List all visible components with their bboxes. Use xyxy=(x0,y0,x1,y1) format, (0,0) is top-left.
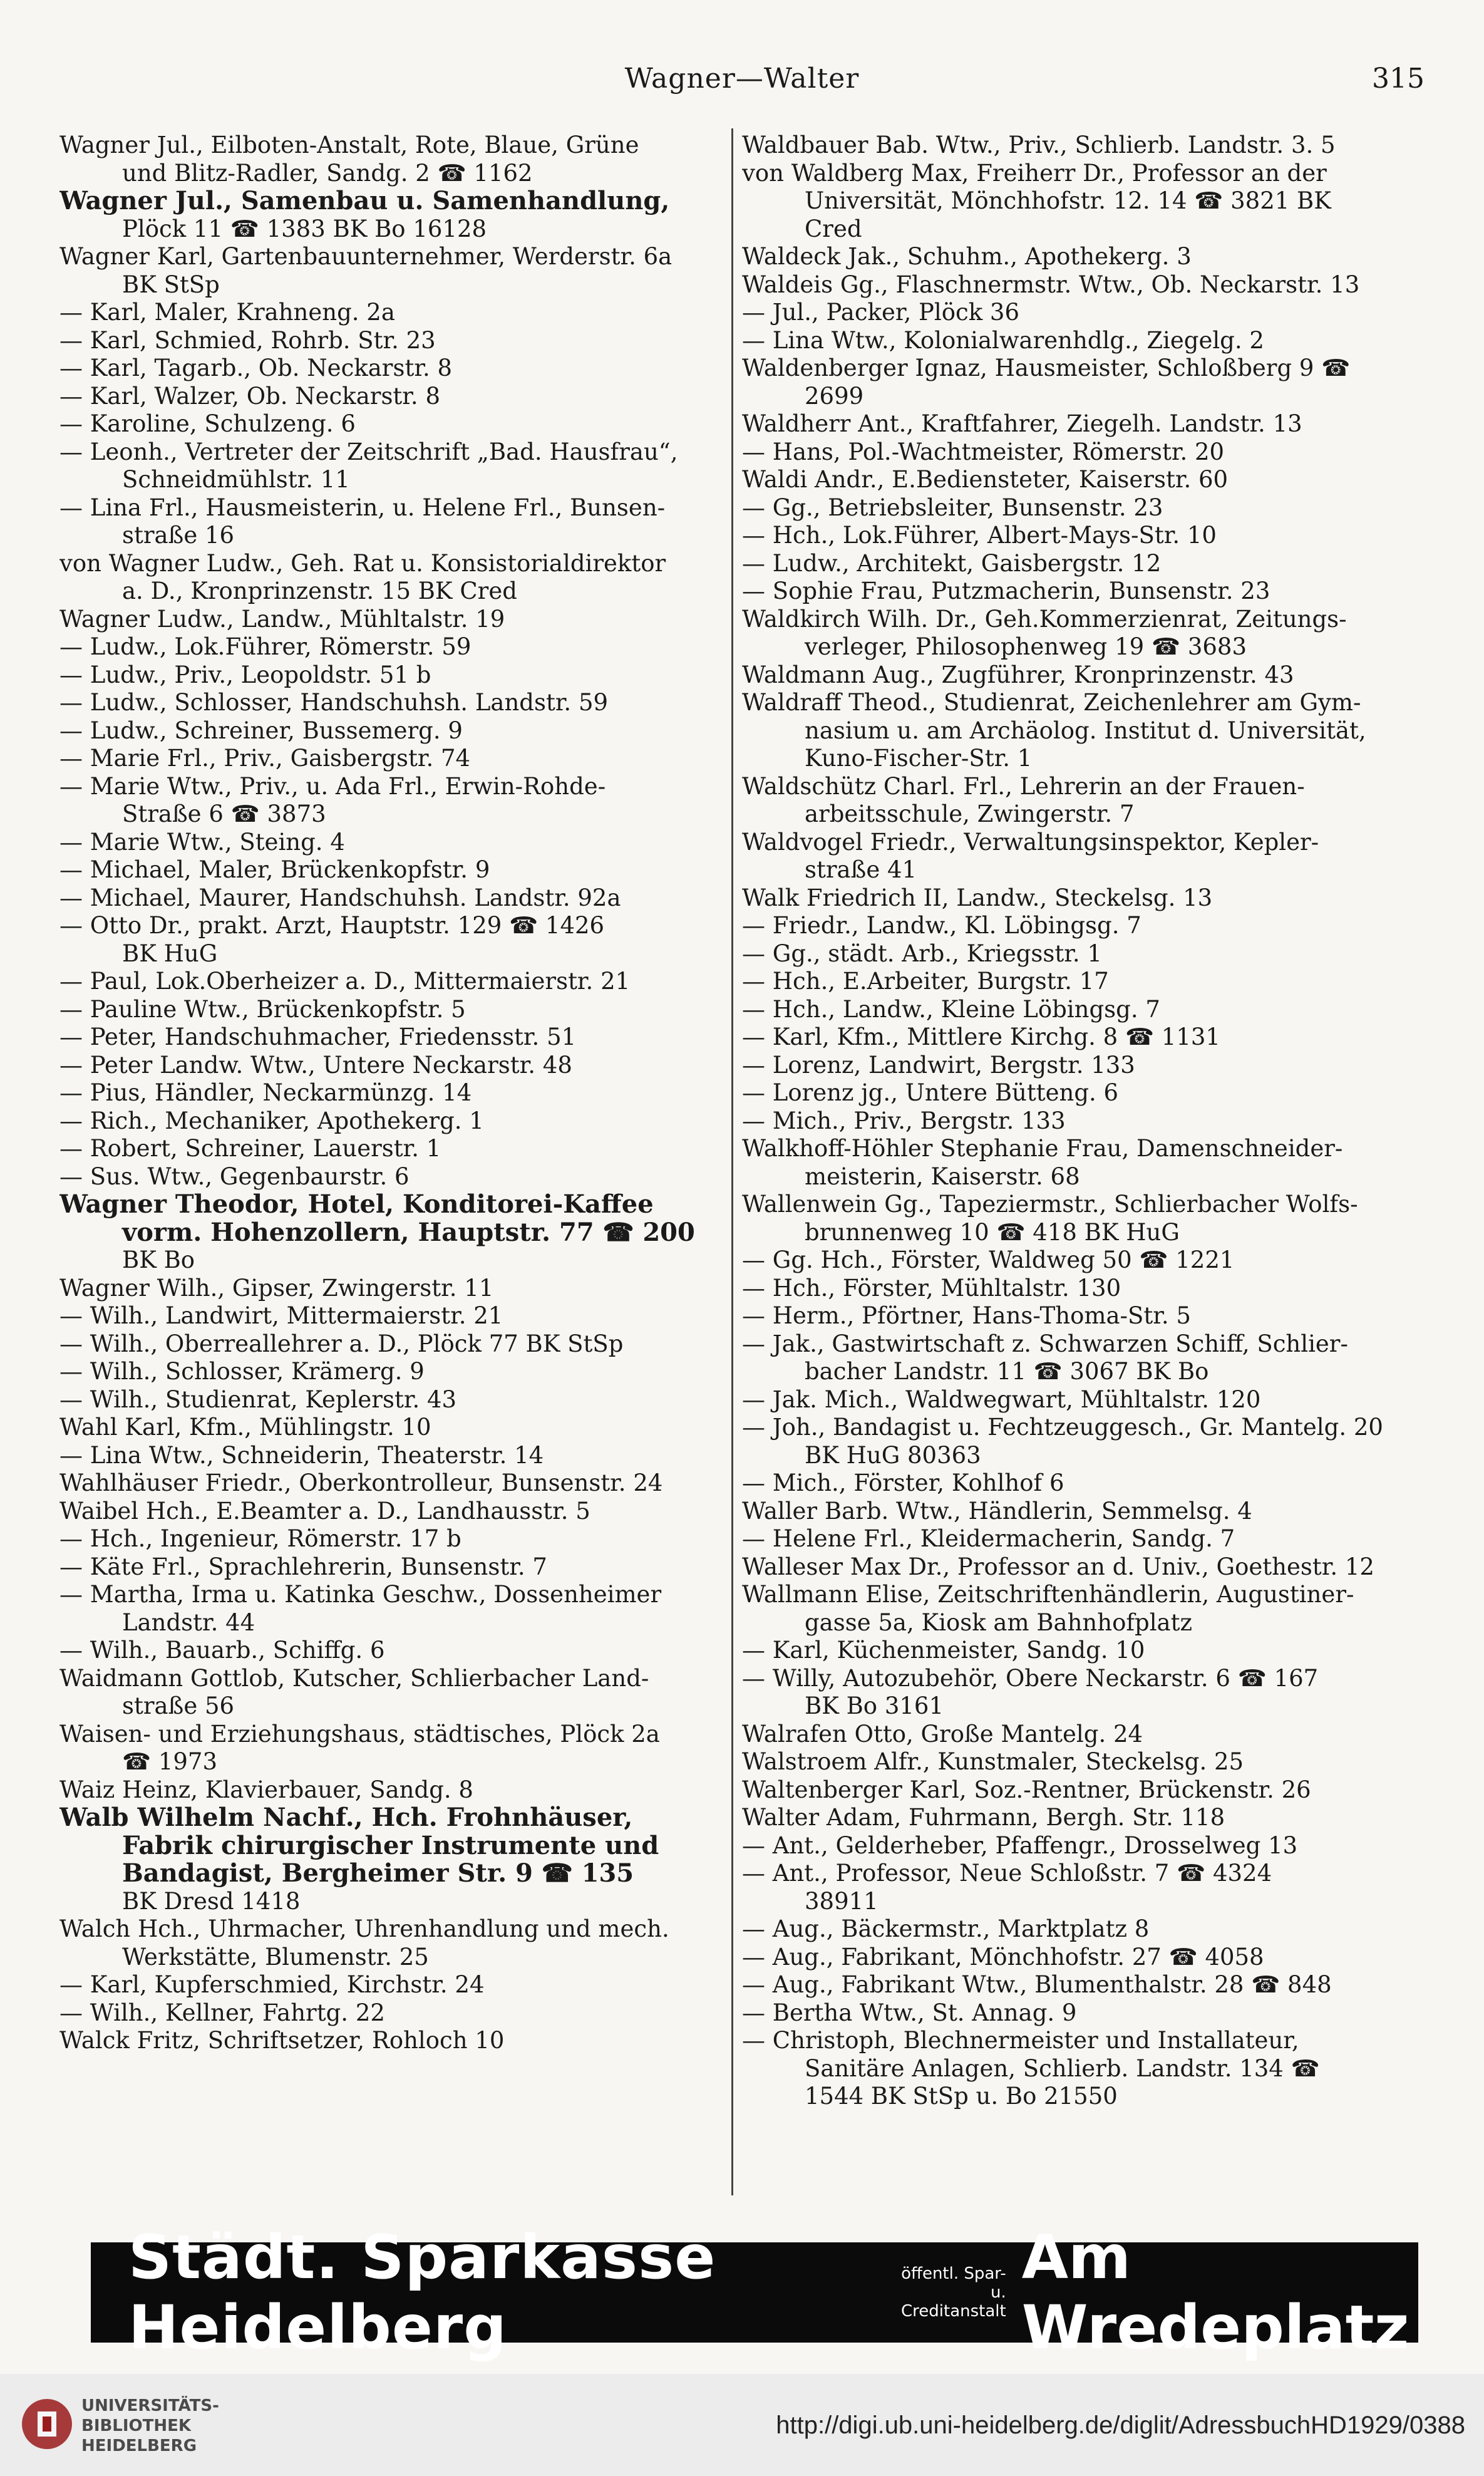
directory-entry-line: — Marie Frl., Priv., Gaisbergstr. 74 xyxy=(59,745,471,772)
directory-entry-line: — Willy, Autozubehör, Obere Neckarstr. 6 ☎ 167 xyxy=(742,1664,1319,1692)
directory-entry-line: Walkhoff-Höhler Stephanie Frau, Damenschneider- xyxy=(742,1135,1343,1162)
directory-entry-line: — Lina Wtw., Kolonialwarenhdlg., Ziegelg. 2 xyxy=(742,326,1264,354)
directory-entry-line: Wahlhäuser Friedr., Oberkontrolleur, Bunsenstr. 24 xyxy=(59,1469,663,1496)
directory-entry-line: — Lina Frl., Hausmeisterin, u. Helene Frl., Bunsen- xyxy=(59,494,666,521)
directory-entry-line: bacher Landstr. 11 ☎ 3067 BK Bo xyxy=(805,1358,1209,1385)
directory-entry-line: Walter Adam, Fuhrmann, Bergh. Str. 118 xyxy=(742,1804,1225,1831)
directory-entry-line: — Karl, Maler, Krahneng. 2a xyxy=(59,299,395,326)
directory-entry-line: Werkstätte, Blumenstr. 25 xyxy=(122,1943,429,1971)
directory-entry-line: — Pauline Wtw., Brückenkopfstr. 5 xyxy=(59,995,466,1023)
directory-entry-line: — Robert, Schreiner, Lauerstr. 1 xyxy=(59,1135,441,1162)
directory-entry-line: BK HuG 80363 xyxy=(805,1441,981,1469)
directory-entry-line: Waldeis Gg., Flaschnermstr. Wtw., Ob. Neckarstr. 13 xyxy=(742,271,1360,298)
directory-entry-line: und Blitz-Radler, Sandg. 2 ☎ 1162 xyxy=(122,159,533,187)
directory-entry-line: Straße 6 ☎ 3873 xyxy=(122,800,326,827)
directory-entry-line: Waldraff Theod., Studienrat, Zeichenlehrer am Gym- xyxy=(742,689,1361,716)
directory-entry-line: — Karoline, Schulzeng. 6 xyxy=(59,410,356,437)
footer-bar xyxy=(0,2374,1484,2476)
directory-entry-line: — Lorenz jg., Untere Bütteng. 6 xyxy=(742,1079,1119,1106)
directory-entry-line: BK Dresd 1418 xyxy=(122,1887,301,1915)
directory-entry-line: Walck Fritz, Schriftsetzer, Rohloch 10 xyxy=(59,2027,505,2054)
directory-entry-line: — Karl, Kupferschmied, Kirchstr. 24 xyxy=(59,1971,485,1998)
directory-entry-line: Wagner Jul., Eilboten-Anstalt, Rote, Blaue, Grüne xyxy=(59,132,639,158)
directory-entry-line: Walleser Max Dr., Professor an d. Univ., Goethestr. 12 xyxy=(742,1553,1374,1580)
directory-entry-line: Waidmann Gottlob, Kutscher, Schlierbacher Land- xyxy=(59,1664,649,1692)
directory-entry-line: straße 41 xyxy=(805,856,917,883)
directory-entry-line: — Rich., Mechaniker, Apothekerg. 1 xyxy=(59,1107,484,1134)
directory-entry-line: — Ludw., Lok.Führer, Römerstr. 59 xyxy=(59,633,471,660)
directory-entry-line: gasse 5a, Kiosk am Bahnhofplatz xyxy=(805,1608,1192,1636)
ad-subtitle-line: öffentl. Spar- u. xyxy=(901,2264,1006,2302)
directory-entry-line: Walb Wilhelm Nachf., Hch. Frohnhäuser, xyxy=(59,1804,633,1832)
directory-entry-line: BK Bo 3161 xyxy=(805,1692,944,1719)
university-seal-icon xyxy=(19,2390,75,2458)
library-name-line: BIBLIOTHEK xyxy=(81,2416,192,2435)
directory-entry-line: — Sus. Wtw., Gegenbaurstr. 6 xyxy=(59,1163,410,1190)
directory-entry-line: — Joh., Bandagist u. Fechtzeuggesch., Gr. Mantelg. 20 xyxy=(742,1414,1383,1441)
directory-entry-line: Wagner Ludw., Landw., Mühltalstr. 19 xyxy=(59,605,505,633)
directory-entry-line: — Ludw., Architekt, Gaisbergstr. 12 xyxy=(742,549,1162,577)
directory-entry-line: — Jak. Mich., Waldwegwart, Mühltalstr. 120 xyxy=(742,1386,1261,1413)
directory-entry-line: — Aug., Bäckermstr., Marktplatz 8 xyxy=(742,1915,1150,1942)
directory-entry-line: meisterin, Kaiserstr. 68 xyxy=(805,1163,1080,1190)
directory-entry-line: — Christoph, Blechnermeister und Installateur, xyxy=(742,2027,1299,2054)
directory-entry-line: — Lina Wtw., Schneiderin, Theaterstr. 14 xyxy=(59,1441,544,1469)
directory-entry-line: — Hch., Landw., Kleine Löbingsg. 7 xyxy=(742,995,1160,1023)
directory-entry-line: — Michael, Maler, Brückenkopfstr. 9 xyxy=(59,856,490,883)
directory-entry-line: Waldi Andr., E.Bediensteter, Kaiserstr. 60 xyxy=(742,466,1229,493)
directory-entry-line: — Hch., Ingenieur, Römerstr. 17 b xyxy=(59,1525,461,1552)
directory-entry-line: Walrafen Otto, Große Mantelg. 24 xyxy=(742,1720,1143,1748)
right-column xyxy=(742,132,1418,2192)
directory-entry-line: brunnenweg 10 ☎ 418 BK HuG xyxy=(805,1218,1180,1246)
directory-entry-line: arbeitsschule, Zwingerstr. 7 xyxy=(805,800,1135,827)
directory-entry-line: — Mich., Förster, Kohlhof 6 xyxy=(742,1469,1064,1496)
directory-entry-line: Wahl Karl, Kfm., Mühlingstr. 10 xyxy=(59,1414,431,1441)
directory-entry-line: — Wilh., Landwirt, Mittermaierstr. 21 xyxy=(59,1302,503,1329)
directory-entry-line: BK StSp xyxy=(122,271,220,298)
page-header xyxy=(59,63,1425,106)
directory-entry-line: Waisen- und Erziehungshaus, städtisches, Plöck 2a xyxy=(59,1720,660,1748)
library-name-line: HEIDELBERG xyxy=(81,2437,197,2455)
directory-entry-line: — Leonh., Vertreter der Zeitschrift „Bad. Hausfrau“, xyxy=(59,438,678,465)
directory-entry-line: Universität, Mönchhofstr. 12. 14 ☎ 3821 BK xyxy=(805,187,1331,214)
directory-entry-line: Waltenberger Karl, Soz.-Rentner, Brückenstr. 26 xyxy=(742,1776,1311,1803)
column-divider xyxy=(731,128,733,2195)
directory-entry-line: Waldenberger Ignaz, Hausmeister, Schloßberg 9 ☎ xyxy=(742,355,1351,381)
directory-entry-line: BK Bo xyxy=(122,1246,195,1273)
directory-entry-line: 38911 xyxy=(805,1887,879,1915)
directory-entry-line: Wagner Karl, Gartenbauunternehmer, Werderstr. 6a xyxy=(59,243,672,270)
directory-entry-line: — Friedr., Landw., Kl. Löbingsg. 7 xyxy=(742,912,1141,939)
directory-entry-line: von Waldberg Max, Freiherr Dr., Professor an der xyxy=(742,159,1327,187)
directory-entry-line: — Gg. Hch., Förster, Waldweg 50 ☎ 1221 xyxy=(742,1246,1235,1273)
directory-entry-line: — Peter Landw. Wtw., Untere Neckarstr. 48 xyxy=(59,1051,572,1079)
directory-entry-line: — Otto Dr., prakt. Arzt, Hauptstr. 129 ☎ 1426 xyxy=(59,912,605,939)
directory-entry-line: Walk Friedrich II, Landw., Steckelsg. 13 xyxy=(742,884,1213,911)
directory-entry-line: Schneidmühlstr. 11 xyxy=(122,466,350,493)
directory-entry-line: — Karl, Küchenmeister, Sandg. 10 xyxy=(742,1637,1145,1664)
directory-entry-line: ☎ 1973 xyxy=(122,1748,218,1775)
directory-entry-line: — Gg., Betriebsleiter, Bunsenstr. 23 xyxy=(742,494,1163,521)
directory-entry-line: — Pius, Händler, Neckarmünzg. 14 xyxy=(59,1079,472,1106)
directory-entry-line: — Wilh., Kellner, Fahrtg. 22 xyxy=(59,1999,385,2026)
directory-entry-line: Plöck 11 ☎ 1383 BK Bo 16128 xyxy=(122,215,487,242)
directory-entry-line: Waldkirch Wilh. Dr., Geh.Kommerzienrat, Zeitungs- xyxy=(742,605,1347,633)
directory-entry-line: Walch Hch., Uhrmacher, Uhrenhandlung und mech. xyxy=(59,1915,669,1942)
directory-entry-line: von Wagner Ludw., Geh. Rat u. Konsistorialdirektor xyxy=(59,549,666,577)
directory-entry-line: — Aug., Fabrikant Wtw., Blumenthalstr. 28 ☎ 848 xyxy=(742,1971,1332,1998)
directory-entry-line: — Ludw., Schlosser, Handschuhsh. Landstr. 59 xyxy=(59,689,609,716)
directory-entry-line: verleger, Philosophenweg 19 ☎ 3683 xyxy=(805,633,1247,660)
directory-entry-line: — Ludw., Schreiner, Bussemerg. 9 xyxy=(59,717,463,744)
directory-entry-line: Waldmann Aug., Zugführer, Kronprinzenstr. 43 xyxy=(742,661,1294,688)
directory-entry-line: — Lorenz, Landwirt, Bergstr. 133 xyxy=(742,1051,1135,1079)
directory-entry-line: — Ant., Professor, Neue Schloßstr. 7 ☎ 4324 xyxy=(742,1860,1272,1887)
directory-entry-line: Waldeck Jak., Schuhm., Apothekerg. 3 xyxy=(742,243,1192,270)
directory-entry-line: — Wilh., Studienrat, Keplerstr. 43 xyxy=(59,1386,457,1413)
directory-entry-line: Walstroem Alfr., Kunstmaler, Steckelsg. 25 xyxy=(742,1748,1244,1775)
library-name-line: UNIVERSITÄTS- xyxy=(81,2396,219,2415)
page-number: 315 xyxy=(1372,63,1425,95)
directory-entry-line: Wallmann Elise, Zeitschriftenhändlerin, Augustiner- xyxy=(742,1581,1354,1608)
directory-entry-line: — Marie Wtw., Priv., u. Ada Frl., Erwin-Rohde- xyxy=(59,772,606,800)
directory-entry-line: straße 16 xyxy=(122,522,235,549)
directory-entry-line: — Martha, Irma u. Katinka Geschw., Dossenheimer xyxy=(59,1581,662,1608)
directory-entry-line: BK HuG xyxy=(122,940,218,967)
page-title: Wagner—Walter xyxy=(624,63,860,95)
directory-entry-line: — Bertha Wtw., St. Annag. 9 xyxy=(742,1999,1077,2026)
ad-bank-name: Städt. Sparkasse Heidelberg xyxy=(128,2222,716,2363)
directory-entry-line: — Jul., Packer, Plöck 36 xyxy=(742,299,1020,326)
directory-entry-line: Wagner Theodor, Hotel, Konditorei-Kaffee xyxy=(59,1191,654,1219)
directory-entry-line: — Jak., Gastwirtschaft z. Schwarzen Schiff, Schlier- xyxy=(742,1330,1348,1357)
advertisement-banner xyxy=(91,2222,1418,2363)
directory-entry-line: — Hch., Förster, Mühltalstr. 130 xyxy=(742,1274,1121,1302)
directory-entry-line: Cred xyxy=(805,215,862,242)
directory-entry-line: — Karl, Tagarb., Ob. Neckarstr. 8 xyxy=(59,355,453,381)
directory-entry-line: — Helene Frl., Kleidermacherin, Sandg. 7 xyxy=(742,1525,1235,1552)
directory-entry-line: Waldschütz Charl. Frl., Lehrerin an der Frauen- xyxy=(742,772,1305,800)
directory-entry-line: Landstr. 44 xyxy=(122,1608,255,1636)
directory-entry-line: 1544 BK StSp u. Bo 21550 xyxy=(805,2083,1118,2110)
directory-entry-line: — Wilh., Schlosser, Krämerg. 9 xyxy=(59,1358,425,1385)
directory-entry-line: Fabrik chirurgischer Instrumente und xyxy=(122,1831,659,1860)
directory-entry-line: — Peter, Handschuhmacher, Friedensstr. 51 xyxy=(59,1023,577,1050)
directory-entry-line: Wagner Wilh., Gipser, Zwingerstr. 11 xyxy=(59,1274,494,1302)
ad-subtitle-line: Creditanstalt xyxy=(901,2302,1006,2321)
directory-entry-line: Sanitäre Anlagen, Schlierb. Landstr. 134 ☎ xyxy=(805,2054,1320,2082)
directory-entry-line: — Hch., E.Arbeiter, Burgstr. 17 xyxy=(742,968,1109,995)
directory-entry-line: nasium u. am Archäolog. Institut d. Universität, xyxy=(805,717,1366,744)
directory-entry-line: Wagner Jul., Samenbau u. Samenhandlung, xyxy=(59,187,670,215)
directory-entry-line: Waiz Heinz, Klavierbauer, Sandg. 8 xyxy=(59,1776,473,1803)
directory-entry-line: — Michael, Maurer, Handschuhsh. Landstr. 92a xyxy=(59,884,621,911)
directory-entry-line: — Mich., Priv., Bergstr. 133 xyxy=(742,1107,1066,1134)
directory-entry-line: — Ant., Gelderheber, Pfaffengr., Drosselweg 13 xyxy=(742,1831,1298,1859)
directory-entry-line: — Karl, Kfm., Mittlere Kirchg. 8 ☎ 1131 xyxy=(742,1023,1220,1050)
directory-entry-line: Waldvogel Friedr., Verwaltungsinspektor, Kepler- xyxy=(742,828,1319,856)
source-url-link[interactable]: http://digi.ub.uni-heidelberg.de/diglit/AdressbuchHD1929/0388 xyxy=(776,2411,1465,2439)
directory-entry-line: vorm. Hohenzollern, Hauptstr. 77 ☎ 200 xyxy=(122,1218,695,1246)
directory-entry-line: Waldbauer Bab. Wtw., Priv., Schlierb. Landstr. 3. 5 xyxy=(742,132,1336,158)
directory-entry-line: — Karl, Walzer, Ob. Neckarstr. 8 xyxy=(59,382,440,410)
library-name xyxy=(81,2396,219,2456)
directory-entry-line: — Wilh., Oberreallehrer a. D., Plöck 77 BK StSp xyxy=(59,1330,624,1357)
directory-entry-line: — Käte Frl., Sprachlehrerin, Bunsenstr. 7 xyxy=(59,1553,547,1580)
directory-entry-line: Waller Barb. Wtw., Händlerin, Semmelsg. 4 xyxy=(742,1497,1252,1525)
directory-entry-line: — Karl, Schmied, Rohrb. Str. 23 xyxy=(59,326,436,354)
directory-entry-line: — Paul, Lok.Oberheizer a. D., Mittermaierstr. 21 xyxy=(59,968,631,995)
directory-entry-line: a. D., Kronprinzenstr. 15 BK Cred xyxy=(122,578,517,604)
directory-entry-line: Waldherr Ant., Kraftfahrer, Ziegelh. Landstr. 13 xyxy=(742,410,1302,437)
directory-entry-line: — Ludw., Priv., Leopoldstr. 51 b xyxy=(59,661,431,688)
directory-entry-line: straße 56 xyxy=(122,1692,235,1719)
ad-location: Am Wredeplatz xyxy=(1021,2222,1409,2363)
directory-entry-line: — Wilh., Bauarb., Schiffg. 6 xyxy=(59,1637,385,1664)
directory-entry-line: — Aug., Fabrikant, Mönchhofstr. 27 ☎ 4058 xyxy=(742,1943,1264,1971)
directory-entry-line: — Hch., Lok.Führer, Albert-Mays-Str. 10 xyxy=(742,522,1217,549)
directory-entry-line: — Marie Wtw., Steing. 4 xyxy=(59,828,345,856)
directory-entry-line: Wallenwein Gg., Tapeziermstr., Schlierbacher Wolfs- xyxy=(742,1191,1358,1218)
directory-entry-line: — Gg., städt. Arb., Kriegsstr. 1 xyxy=(742,940,1102,967)
directory-entry-line: Kuno-Fischer-Str. 1 xyxy=(805,745,1033,772)
directory-entry-line: Bandagist, Bergheimer Str. 9 ☎ 135 xyxy=(122,1860,634,1888)
directory-entry-line: — Hans, Pol.-Wachtmeister, Römerstr. 20 xyxy=(742,438,1225,465)
directory-entry-line: — Herm., Pförtner, Hans-Thoma-Str. 5 xyxy=(742,1302,1191,1329)
directory-entry-line: Waibel Hch., E.Beamter a. D., Landhausstr. 5 xyxy=(59,1497,590,1525)
ad-subtitle xyxy=(901,2264,1006,2321)
directory-entry-line: 2699 xyxy=(805,382,864,410)
directory-entry-line: — Sophie Frau, Putzmacherin, Bunsenstr. 23 xyxy=(742,578,1270,604)
left-column xyxy=(59,132,726,2192)
